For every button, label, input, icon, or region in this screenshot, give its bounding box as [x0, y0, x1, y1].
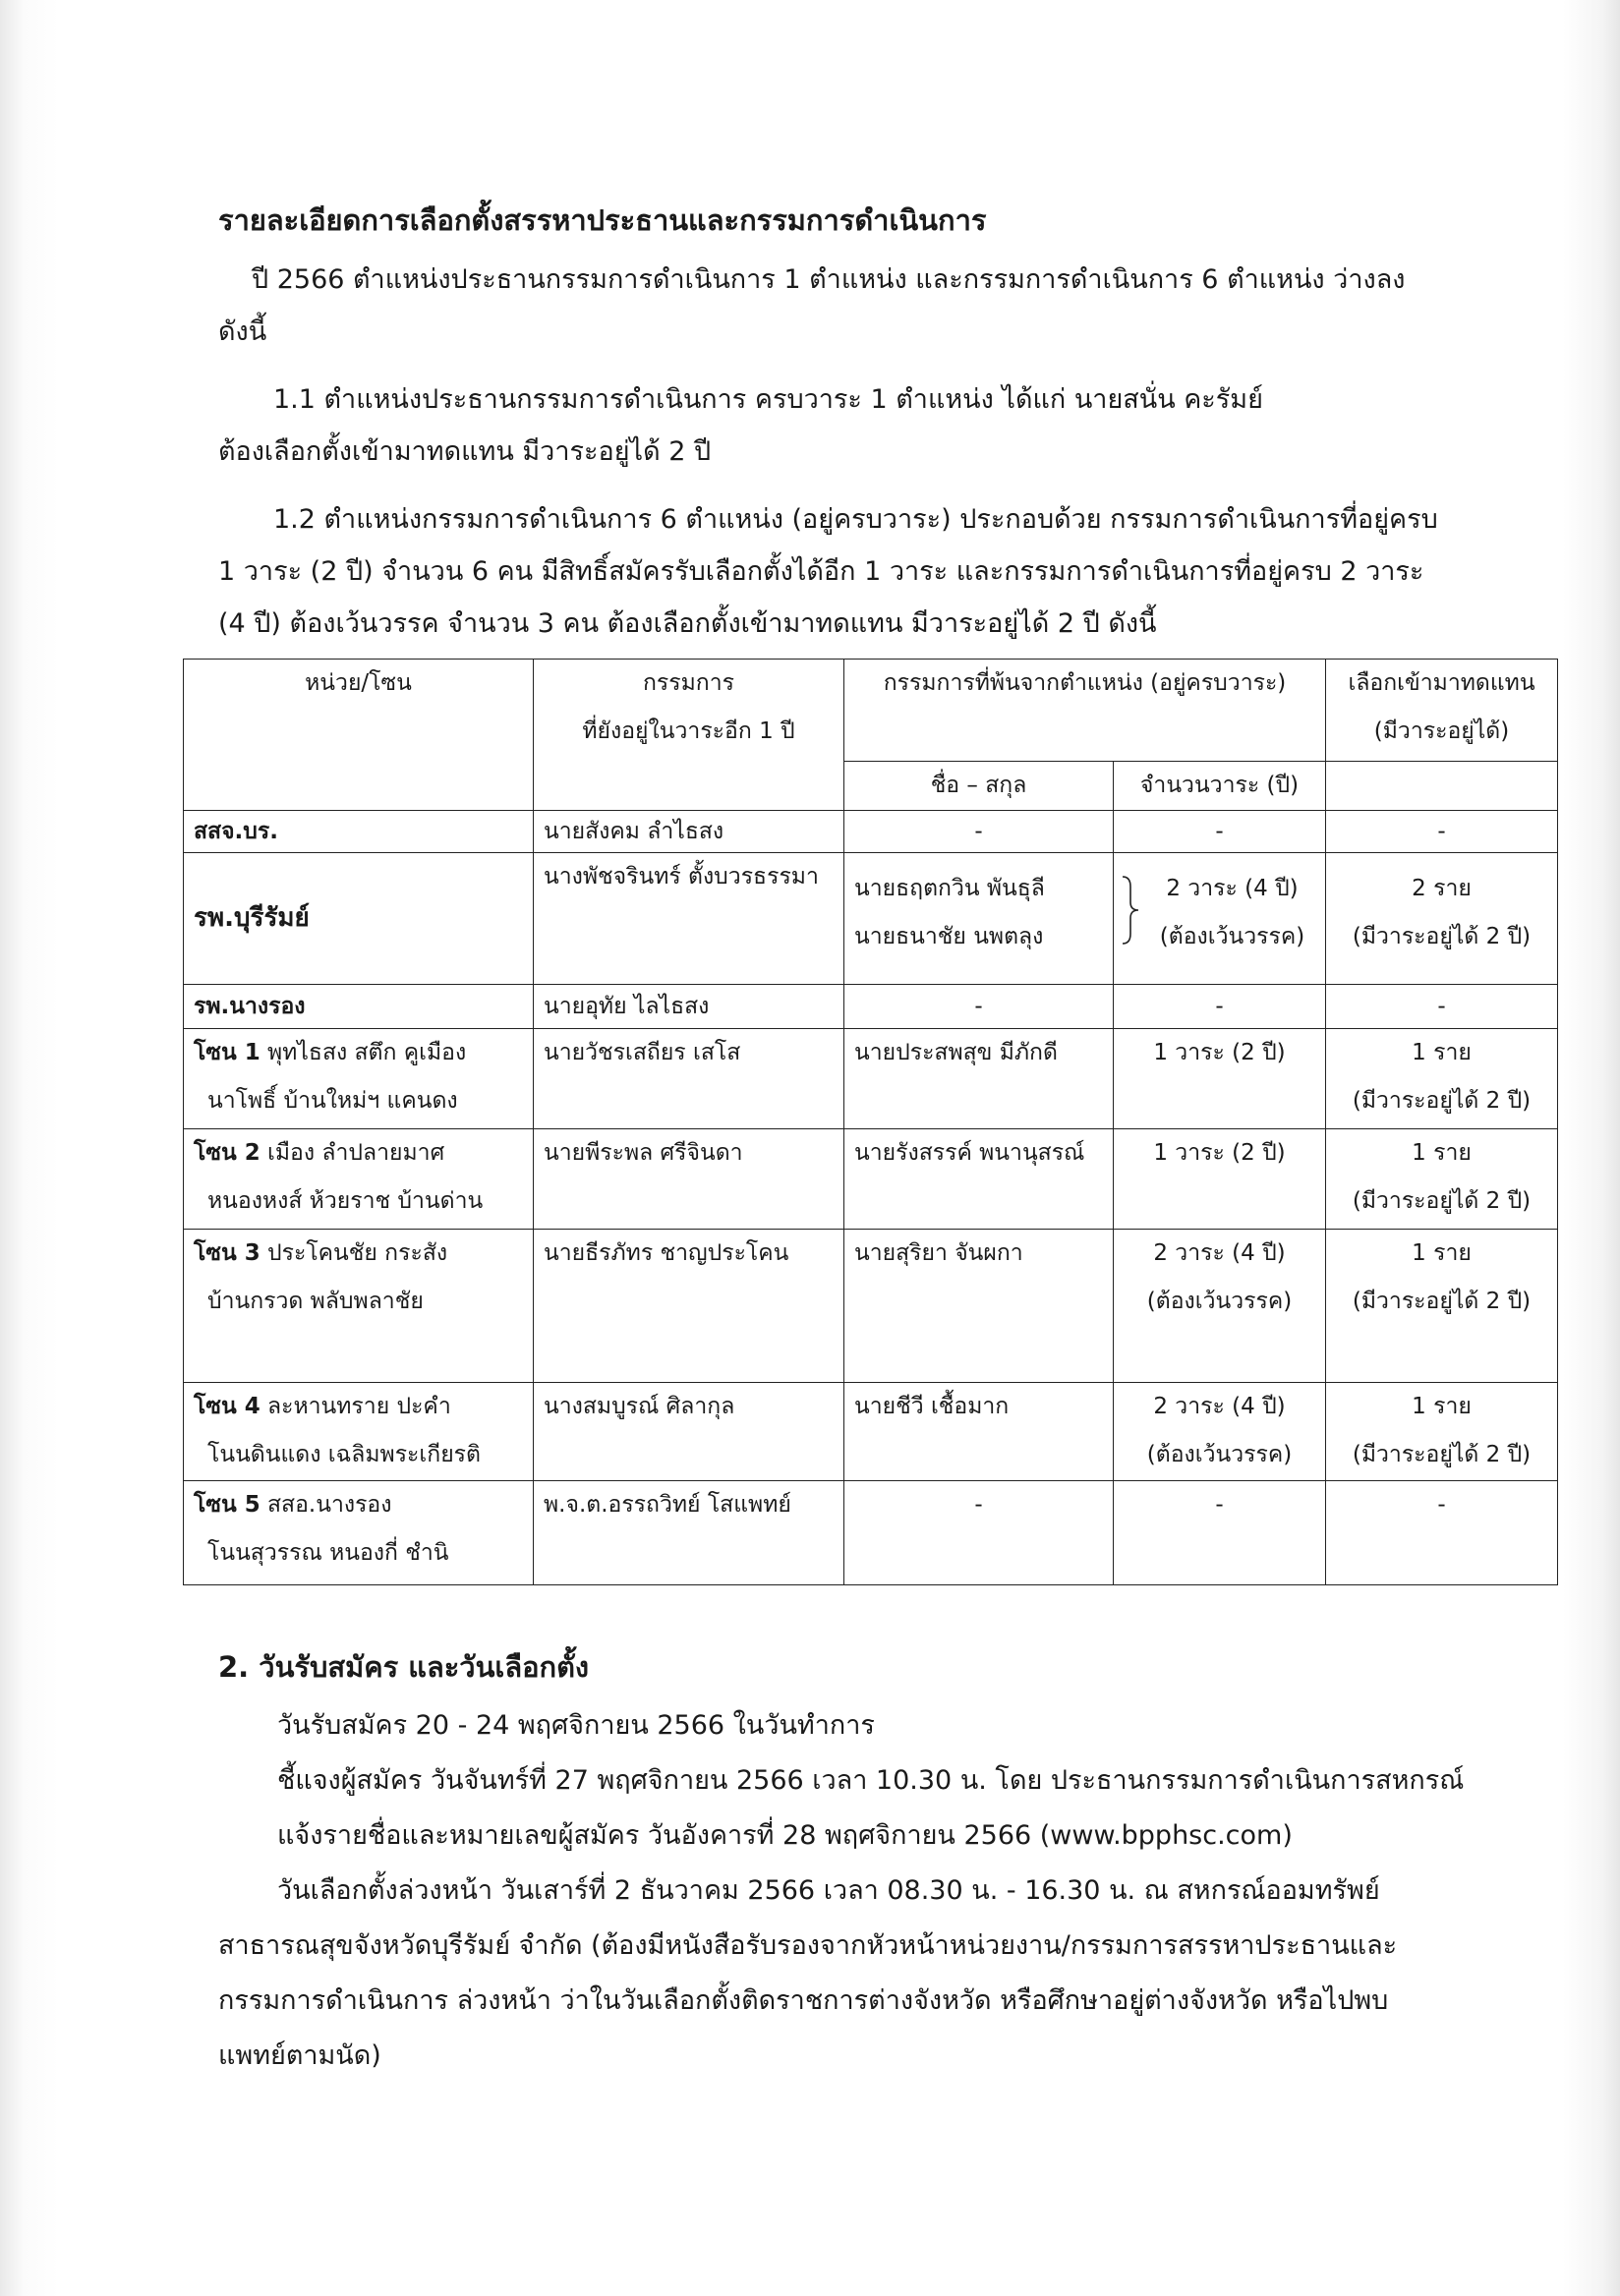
terms-cell: 1 วาระ (2 ปี)	[1114, 1029, 1326, 1129]
section-2-line-3: แจ้งรายชื่อและหมายเลขผู้สมัคร วันอังคารที่ 28 พฤศจิกายน 2566 (www.bpphsc.com)	[277, 1820, 1293, 1851]
committee-cell: นางสมบูรณ์ ศิลากุล	[534, 1383, 844, 1481]
item-1-2-line-3: (4 ปี) ต้องเว้นวรรค จำนวน 3 คน ต้องเลือกตั้งเข้ามาทดแทน มีวาระอยู่ได้ 2 ปี ดังนี้	[218, 608, 1157, 639]
terms-line-2: (ต้องเว้นวรรค)	[1159, 924, 1305, 949]
header-replace-line-1: เลือกเข้ามาทดแทน	[1348, 670, 1535, 696]
unit-cell	[184, 1129, 534, 1230]
table-header-row	[184, 660, 1558, 762]
unit-cell: สสจ.บร.	[184, 811, 534, 853]
committee-cell: นายสังคม ลำไธสง	[534, 811, 844, 853]
replace-line-2: (มีวาระอยู่ได้ 2 ปี)	[1352, 1289, 1532, 1314]
replace-line-1: 1 ราย	[1412, 1240, 1472, 1266]
replace-cell	[1326, 1129, 1558, 1230]
section-2-line-4: วันเลือกตั้งล่วงหน้า วันเสาร์ที่ 2 ธันวาคม 2566 เวลา 08.30 น. - 16.30 น. ณ สหกรณ์ออมทรัพย์	[277, 1875, 1380, 1906]
unit-cell	[184, 1230, 534, 1383]
header-name: ชื่อ – สกุล	[844, 762, 1114, 811]
terms-line-1: 2 วาระ (4 ปี)	[1153, 1394, 1286, 1419]
table-row	[184, 1383, 1558, 1481]
replace-line-2: (มีวาระอยู่ได้ 2 ปี)	[1352, 1088, 1532, 1114]
unit-cell: รพ.นางรอง	[184, 985, 534, 1029]
terms-cell: -	[1114, 985, 1326, 1029]
table-row	[184, 1230, 1558, 1383]
zone-districts-2: นาโพธิ์ บ้านใหม่ฯ แคนดง	[207, 1088, 458, 1114]
leaving-cell: -	[844, 1481, 1114, 1585]
replace-line-2: (มีวาระอยู่ได้ 2 ปี)	[1352, 1442, 1532, 1467]
leaving-cell: นายสุริยา จันผกา	[844, 1230, 1114, 1383]
terms-cell: -	[1114, 1481, 1326, 1585]
zone-districts-1: เมือง ลำปลายมาศ	[260, 1140, 445, 1166]
header-replace	[1326, 660, 1558, 762]
committee-cell: นางพัชจรินทร์ ตั้งบวรธรรมา	[534, 853, 844, 985]
zone-districts-1: ประโคนชัย กระสัง	[260, 1240, 448, 1266]
item-1-2-paragraph	[218, 493, 1438, 650]
zone-districts-1: ละหานทราย ปะคำ	[260, 1394, 451, 1419]
leaving-cell: นายชีวี เชื้อมาก	[844, 1383, 1114, 1481]
unit-cell	[184, 1383, 534, 1481]
document-heading: รายละเอียดการเลือกตั้งสรรหาประธานและกรรมการดำเนินการ	[218, 203, 987, 237]
terms-cell: 1 วาระ (2 ปี)	[1114, 1129, 1326, 1230]
leaving-cell: นายรังสรรค์ พนานุสรณ์	[844, 1129, 1114, 1230]
zone-label: โซน 2	[194, 1140, 260, 1166]
terms-line-1: 2 วาระ (4 ปี)	[1153, 1240, 1286, 1266]
committee-cell: นายอุทัย ไลไธสง	[534, 985, 844, 1029]
section-2-line-7: แพทย์ตามนัด)	[218, 2040, 381, 2071]
replace-cell	[1326, 853, 1558, 985]
item-1-2-line-2: 1 วาระ (2 ปี) จำนวน 6 คน มีสิทธิ์สมัครรับเลือกตั้งได้อีก 1 วาระ และกรรมการดำเนินการที่อยู่ครบ 2 วาระ	[218, 556, 1424, 587]
committee-cell: พ.จ.ต.อรรถวิทย์ โสแพทย์	[534, 1481, 844, 1585]
replace-cell: -	[1326, 811, 1558, 853]
header-terms: จำนวนวาระ (ปี)	[1114, 762, 1326, 811]
leaving-cell: -	[844, 985, 1114, 1029]
terms-cell	[1114, 853, 1326, 985]
leaving-cell: -	[844, 811, 1114, 853]
header-committee	[534, 660, 844, 811]
replace-cell: -	[1326, 1481, 1558, 1585]
leaving-name-1: นายธฤตกวิน พันธุลี	[854, 876, 1045, 901]
replace-cell	[1326, 1230, 1558, 1383]
zone-label: โซน 1	[194, 1040, 260, 1065]
replace-line-1: 1 ราย	[1412, 1394, 1472, 1419]
replace-line-1: 1 ราย	[1412, 1040, 1472, 1065]
table-row	[184, 811, 1558, 853]
zone-districts-2: โนนดินแดง เฉลิมพระเกียรติ	[207, 1442, 481, 1467]
unit-cell	[184, 1481, 534, 1585]
header-committee-line-1: กรรมการ	[643, 670, 734, 696]
zone-districts-2: หนองหงส์ ห้วยราช บ้านด่าน	[207, 1188, 484, 1214]
header-unit: หน่วย/โซน	[184, 660, 534, 811]
item-1-1-line-1: 1.1 ตำแหน่งประธานกรรมการดำเนินการ ครบวาระ 1 ตำแหน่ง ได้แก่ นายสนั่น คะรัมย์	[273, 384, 1263, 415]
header-blank	[1326, 762, 1558, 811]
leaving-cell: นายประสพสุข มีภักดี	[844, 1029, 1114, 1129]
leaving-cell	[844, 853, 1114, 985]
committee-cell: นายธีรภัทร ชาญประโคน	[534, 1230, 844, 1383]
item-1-2-line-1: 1.2 ตำแหน่งกรรมการดำเนินการ 6 ตำแหน่ง (อยู่ครบวาระ) ประกอบด้วย กรรมการดำเนินการที่อยู่ครบ	[273, 504, 1438, 535]
table-row	[184, 1129, 1558, 1230]
table-row	[184, 1029, 1558, 1129]
intro-line-1: ปี 2566 ตำแหน่งประธานกรรมการดำเนินการ 1 ตำแหน่ง และกรรมการดำเนินการ 6 ตำแหน่ง ว่างลง	[252, 264, 1406, 295]
section-2-line-2: ชี้แจงผู้สมัคร วันจันทร์ที่ 27 พฤศจิกายน 2566 เวลา 10.30 น. โดย ประธานกรรมการดำเนินการสหกรณ์	[277, 1765, 1465, 1796]
zone-label: โซน 5	[194, 1492, 260, 1518]
replace-line-2: (มีวาระอยู่ได้ 2 ปี)	[1352, 1188, 1532, 1214]
table-row	[184, 985, 1558, 1029]
section-2-line-1: วันรับสมัคร 20 - 24 พฤศจิกายน 2566 ในวันทำการ	[277, 1710, 875, 1741]
section-2-body	[218, 1698, 1464, 2084]
header-leaving: กรรมการที่พ้นจากตำแหน่ง (อยู่ครบวาระ)	[844, 660, 1326, 762]
header-committee-line-2: ที่ยังอยู่ในวาระอีก 1 ปี	[582, 718, 795, 744]
zone-label: โซน 4	[194, 1394, 260, 1419]
table-row	[184, 1481, 1558, 1585]
committee-table	[183, 659, 1558, 1585]
terms-cell	[1114, 1383, 1326, 1481]
terms-line-2: (ต้องเว้นวรรค)	[1146, 1442, 1293, 1467]
section-2-line-5: สาธารณสุขจังหวัดบุรีรัมย์ จำกัด (ต้องมีหนังสือรับรองจากหัวหน้าหน่วยงาน/กรรมการสรรหาประธานและ	[218, 1930, 1398, 1961]
unit-cell: รพ.บุรีรัมย์	[184, 853, 534, 985]
replace-cell	[1326, 1383, 1558, 1481]
section-2-line-6: กรรมการดำเนินการ ล่วงหน้า ว่าในวันเลือกตั้งติดราชการต่างจังหวัด หรือศึกษาอยู่ต่างจังหวัด หรือไปพบ	[218, 1985, 1389, 2016]
unit-cell	[184, 1029, 534, 1129]
zone-districts-1: พุทไธสง สตึก คูเมือง	[260, 1040, 467, 1065]
section-2-title: 2. วันรับสมัคร และวันเลือกตั้ง	[218, 1650, 590, 1684]
intro-paragraph	[218, 254, 1405, 358]
terms-cell: -	[1114, 811, 1326, 853]
leaving-name-2: นายธนาชัย นพตลุง	[854, 924, 1044, 949]
replace-line-1: 1 ราย	[1412, 1140, 1472, 1166]
curly-brace-icon	[1120, 875, 1141, 946]
zone-districts-1: สสอ.นางรอง	[260, 1492, 392, 1518]
committee-cell: นายวัชรเสถียร เสโส	[534, 1029, 844, 1129]
terms-line-2: (ต้องเว้นวรรค)	[1146, 1289, 1293, 1314]
replace-cell	[1326, 1029, 1558, 1129]
table-row	[184, 853, 1558, 985]
item-1-1-line-2: ต้องเลือกตั้งเข้ามาทดแทน มีวาระอยู่ได้ 2 ปี	[218, 436, 712, 467]
zone-districts-2: บ้านกรวด พลับพลาชัย	[207, 1289, 424, 1314]
replace-cell: -	[1326, 985, 1558, 1029]
replace-line-2: (มีวาระอยู่ได้ 2 ปี)	[1352, 924, 1532, 949]
terms-line-1: 2 วาระ (4 ปี)	[1166, 876, 1299, 901]
committee-cell: นายพีระพล ศรีจินดา	[534, 1129, 844, 1230]
zone-label: โซน 3	[194, 1240, 260, 1266]
item-1-1-paragraph	[218, 373, 1263, 478]
intro-line-2: ดังนี้	[218, 316, 267, 347]
header-replace-line-2: (มีวาระอยู่ได้)	[1373, 718, 1510, 744]
zone-districts-2: โนนสุวรรณ หนองกี่ ชำนิ	[207, 1540, 449, 1566]
replace-line-1: 2 ราย	[1412, 876, 1472, 901]
terms-cell	[1114, 1230, 1326, 1383]
